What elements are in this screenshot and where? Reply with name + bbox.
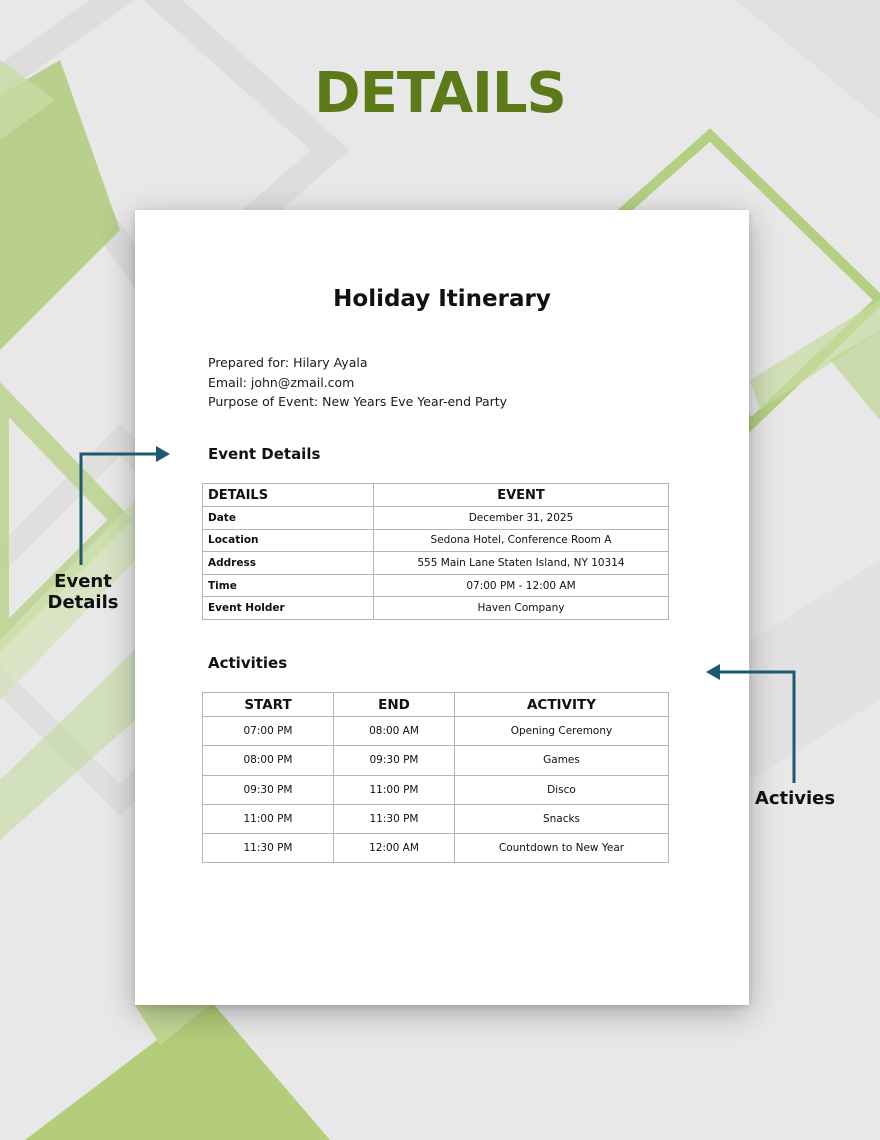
row-label: Event Holder (203, 597, 374, 620)
row-label: Location (203, 529, 374, 552)
activity-cell: Opening Ceremony (455, 717, 669, 746)
start-cell: 09:30 PM (203, 775, 334, 804)
table-row (203, 775, 669, 804)
start-cell: 11:30 PM (203, 834, 334, 863)
activity-cell: Countdown to New Year (455, 834, 669, 863)
callout-line: Event (54, 571, 112, 592)
page-heading: DETAILS (314, 61, 566, 126)
activities-heading: Activities (208, 654, 288, 672)
start-cell: 07:00 PM (203, 717, 334, 746)
column-header-event: EVENT (374, 484, 669, 507)
email-line: Email: john@zmail.com (208, 374, 355, 390)
row-value: Sedona Hotel, Conference Room A (374, 529, 669, 552)
table-header-row (203, 484, 669, 507)
end-cell: 08:00 AM (334, 717, 455, 746)
table-row (203, 746, 669, 775)
table-row (203, 597, 669, 620)
row-value: 555 Main Lane Staten Island, NY 10314 (374, 552, 669, 575)
event-details-callout (28, 571, 138, 613)
document-meta (208, 353, 507, 412)
callout-line: Details (47, 592, 119, 613)
end-cell: 09:30 PM (334, 746, 455, 775)
row-label: Time (203, 574, 374, 597)
event-details-table (202, 483, 669, 620)
table-row (203, 574, 669, 597)
table-header-row (203, 693, 669, 717)
start-cell: 11:00 PM (203, 804, 334, 833)
table-row (203, 717, 669, 746)
row-label: Address (203, 552, 374, 575)
column-header-start: START (203, 693, 334, 717)
document-title: Holiday Itinerary (333, 286, 551, 312)
table-row (203, 834, 669, 863)
table-row (203, 507, 669, 530)
row-value: December 31, 2025 (374, 507, 669, 530)
activities-callout: Activies (754, 788, 836, 809)
document-page (135, 210, 749, 1005)
purpose-line: Purpose of Event: New Years Eve Year-end Party (208, 394, 508, 409)
row-value: Haven Company (374, 597, 669, 620)
activities-table (202, 692, 669, 863)
column-header-details: DETAILS (203, 484, 374, 507)
activity-cell: Disco (455, 775, 669, 804)
activity-cell: Games (455, 746, 669, 775)
column-header-end: END (334, 693, 455, 717)
start-cell: 08:00 PM (203, 746, 334, 775)
table-row (203, 529, 669, 552)
row-value: 07:00 PM - 12:00 AM (374, 574, 669, 597)
prepared-for-line: Prepared for: Hilary Ayala (208, 355, 368, 370)
table-row (203, 804, 669, 833)
activity-cell: Snacks (455, 804, 669, 833)
end-cell: 11:30 PM (334, 804, 455, 833)
end-cell: 12:00 AM (334, 834, 455, 863)
event-details-heading: Event Details (208, 445, 321, 463)
table-row (203, 552, 669, 575)
end-cell: 11:00 PM (334, 775, 455, 804)
row-label: Date (203, 507, 374, 530)
column-header-activity: ACTIVITY (455, 693, 669, 717)
